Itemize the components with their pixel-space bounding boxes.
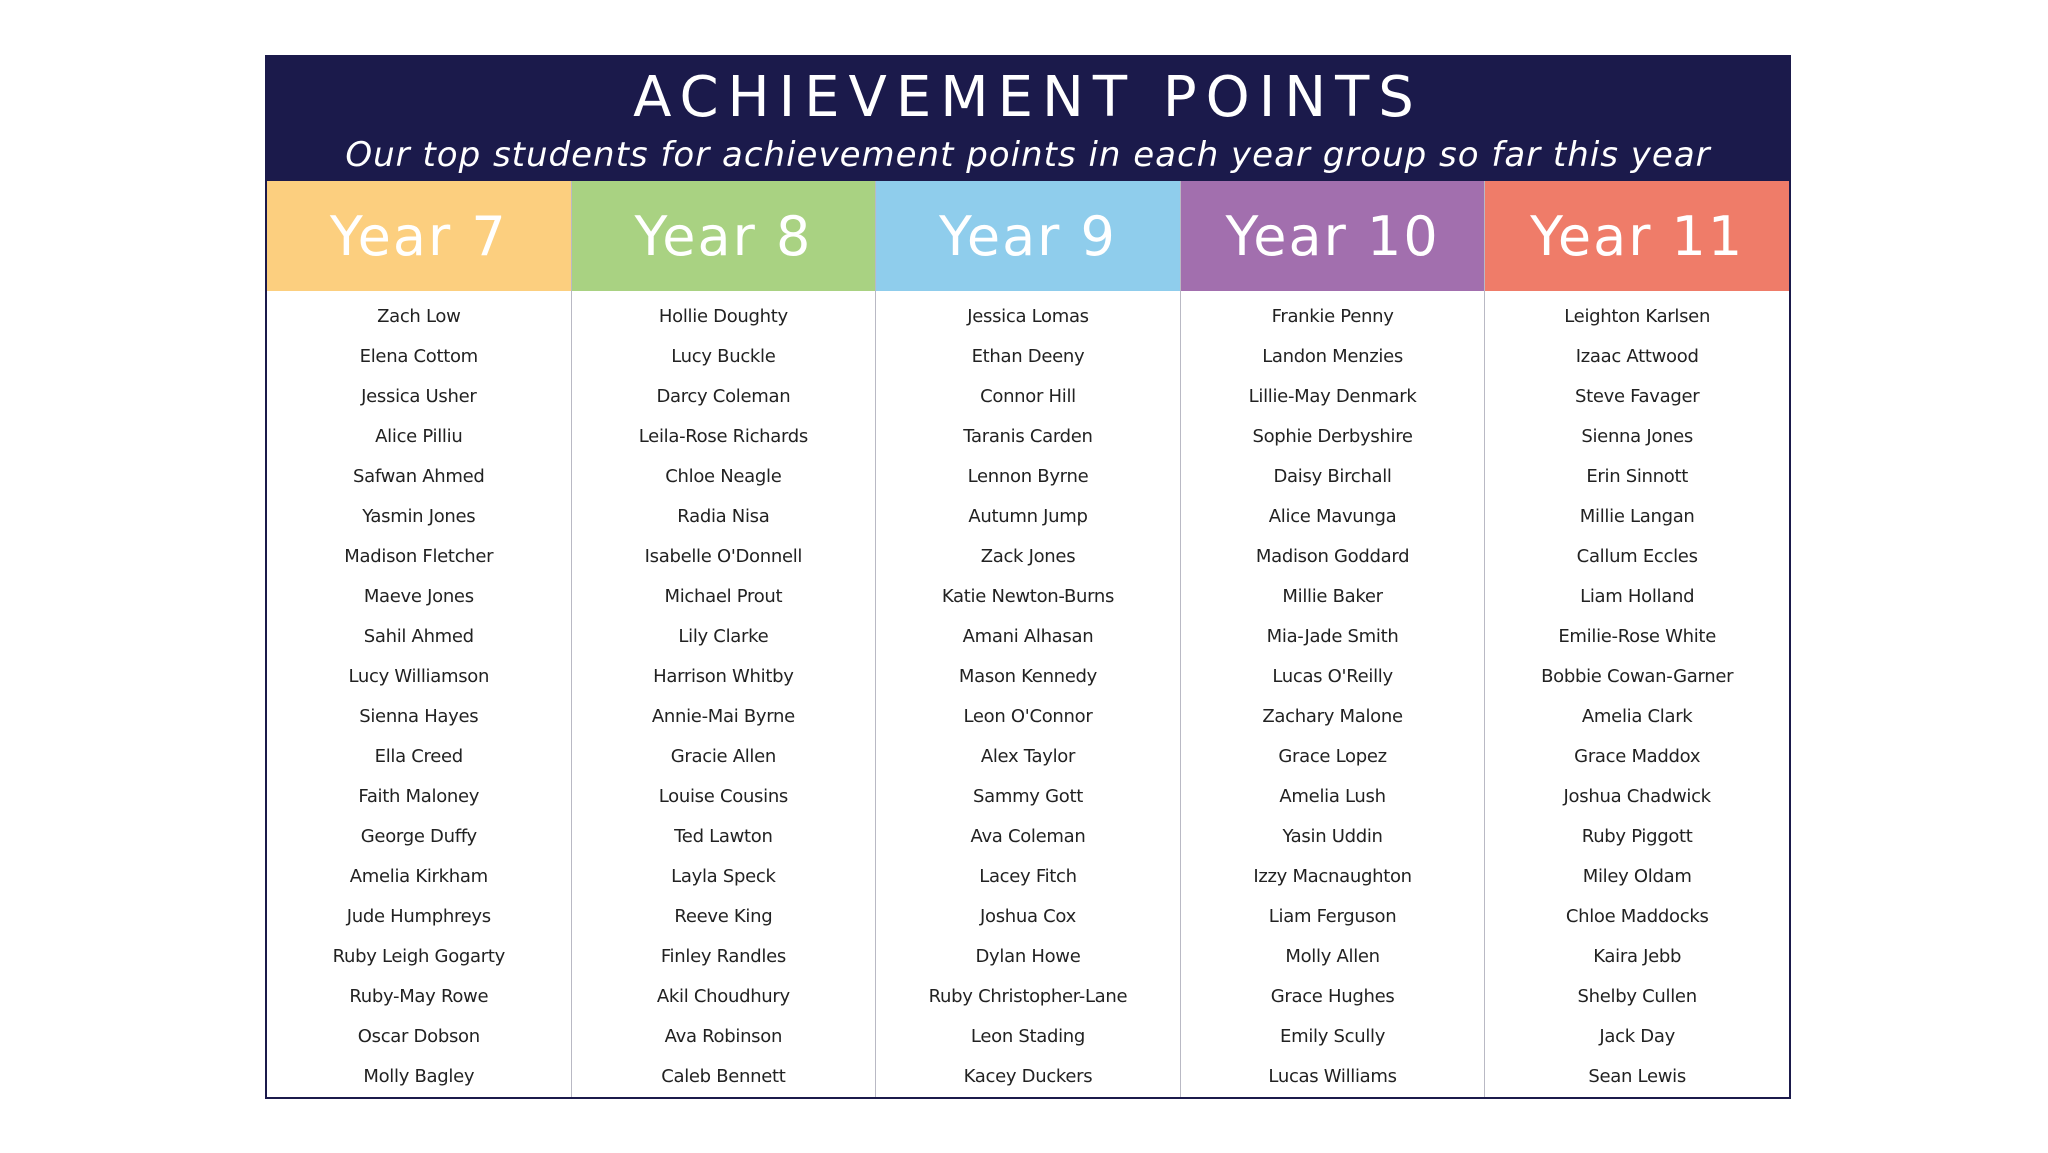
student-name: Liam Holland: [1580, 586, 1695, 607]
student-name: Amelia Lush: [1279, 786, 1386, 807]
student-name: Chloe Neagle: [665, 466, 782, 487]
student-name: Leighton Karlsen: [1564, 306, 1711, 327]
student-name: Lucas Williams: [1268, 1066, 1397, 1087]
student-name: Autumn Jump: [968, 506, 1088, 527]
student-name: Jessica Lomas: [967, 306, 1089, 327]
year-header: Year 8: [572, 181, 876, 291]
student-name: Alice Mavunga: [1268, 506, 1397, 527]
student-name: Lucy Williamson: [348, 666, 490, 687]
student-list: [876, 291, 1180, 1097]
student-name: Shelby Cullen: [1577, 986, 1697, 1007]
year-column: [876, 181, 1181, 1097]
student-name: Sean Lewis: [1588, 1066, 1686, 1087]
student-name: Leon Stading: [970, 1026, 1086, 1047]
student-name: George Duffy: [360, 826, 477, 847]
student-name: Zach Low: [377, 306, 461, 327]
page-subtitle: Our top students for achievement points in each year group so far this year: [345, 135, 1711, 175]
student-name: Jude Humphreys: [346, 906, 491, 927]
student-name: Lucy Buckle: [671, 346, 776, 367]
student-name: Lillie-May Denmark: [1248, 386, 1417, 407]
student-name: Dylan Howe: [975, 946, 1081, 967]
student-name: Landon Menzies: [1262, 346, 1403, 367]
year-column: [1485, 181, 1789, 1097]
student-name: Safwan Ahmed: [353, 466, 485, 487]
student-name: Harrison Whitby: [653, 666, 794, 687]
student-name: Michael Prout: [664, 586, 783, 607]
student-name: Madison Goddard: [1255, 546, 1410, 567]
student-name: Amelia Clark: [1581, 706, 1693, 727]
student-name: Lucas O'Reilly: [1272, 666, 1393, 687]
year-column: [1181, 181, 1486, 1097]
student-name: Hollie Doughty: [658, 306, 788, 327]
student-name: Erin Sinnott: [1586, 466, 1689, 487]
year-columns: [267, 181, 1789, 1097]
student-name: Millie Baker: [1282, 586, 1383, 607]
student-name: Taranis Carden: [963, 426, 1093, 447]
year-header: Year 7: [267, 181, 571, 291]
student-name: Isabelle O'Donnell: [644, 546, 803, 567]
student-name: Finley Randles: [660, 946, 786, 967]
student-name: Lennon Byrne: [967, 466, 1089, 487]
student-name: Annie-Mai Byrne: [651, 706, 795, 727]
year-column: [267, 181, 572, 1097]
student-name: Grace Maddox: [1574, 746, 1701, 767]
student-name: Sammy Gott: [972, 786, 1083, 807]
student-name: Sophie Derbyshire: [1252, 426, 1413, 447]
student-name: Reeve King: [674, 906, 773, 927]
student-list: [1485, 291, 1789, 1097]
student-name: Jessica Usher: [361, 386, 477, 407]
student-name: Bobbie Cowan-Garner: [1541, 666, 1734, 687]
student-name: Radia Nisa: [677, 506, 770, 527]
student-name: Louise Cousins: [658, 786, 789, 807]
student-name: Katie Newton-Burns: [941, 586, 1115, 607]
student-name: Molly Bagley: [363, 1066, 475, 1087]
student-name: Izzy Macnaughton: [1253, 866, 1412, 887]
student-name: Ruby Piggott: [1581, 826, 1693, 847]
student-name: Sienna Hayes: [359, 706, 479, 727]
student-list: [267, 291, 571, 1097]
year-header: Year 11: [1485, 181, 1789, 291]
student-name: Ella Creed: [374, 746, 463, 767]
student-name: Millie Langan: [1579, 506, 1695, 527]
student-name: Lily Clarke: [678, 626, 769, 647]
student-name: Yasin Uddin: [1282, 826, 1383, 847]
student-name: Alice Pilliu: [375, 426, 463, 447]
student-name: Amelia Kirkham: [349, 866, 488, 887]
student-name: Chloe Maddocks: [1565, 906, 1709, 927]
student-name: Frankie Penny: [1271, 306, 1394, 327]
student-name: Zachary Malone: [1262, 706, 1403, 727]
student-name: Ted Lawton: [674, 826, 773, 847]
student-name: Callum Eccles: [1576, 546, 1698, 567]
student-name: Kacey Duckers: [963, 1066, 1093, 1087]
student-name: Elena Cottom: [359, 346, 478, 367]
student-name: Ruby Leigh Gogarty: [332, 946, 505, 967]
student-name: Molly Allen: [1285, 946, 1380, 967]
student-name: Mason Kennedy: [958, 666, 1098, 687]
student-name: Gracie Allen: [670, 746, 777, 767]
student-name: Connor Hill: [980, 386, 1076, 407]
student-name: Maeve Jones: [363, 586, 474, 607]
student-name: Akil Choudhury: [656, 986, 790, 1007]
student-name: Amani Alhasan: [962, 626, 1094, 647]
student-name: Oscar Dobson: [357, 1026, 480, 1047]
student-name: Ava Robinson: [664, 1026, 783, 1047]
student-name: Emily Scully: [1280, 1026, 1386, 1047]
student-name: Leon O'Connor: [963, 706, 1093, 727]
student-name: Ava Coleman: [970, 826, 1086, 847]
student-name: Darcy Coleman: [656, 386, 791, 407]
student-name: Zack Jones: [980, 546, 1076, 567]
student-name: Ruby-May Rowe: [349, 986, 489, 1007]
year-header: Year 10: [1181, 181, 1485, 291]
student-list: [572, 291, 876, 1097]
student-name: Leila-Rose Richards: [638, 426, 808, 447]
student-name: Ruby Christopher-Lane: [928, 986, 1128, 1007]
student-name: Daisy Birchall: [1273, 466, 1392, 487]
student-name: Grace Lopez: [1278, 746, 1387, 767]
student-name: Sahil Ahmed: [363, 626, 474, 647]
student-name: Caleb Bennett: [661, 1066, 786, 1087]
student-name: Layla Speck: [671, 866, 776, 887]
student-name: Kaira Jebb: [1593, 946, 1682, 967]
student-name: Joshua Cox: [980, 906, 1076, 927]
student-name: Jack Day: [1599, 1026, 1675, 1047]
year-header: Year 9: [876, 181, 1180, 291]
achievement-board: [265, 55, 1791, 1099]
banner: [267, 57, 1789, 181]
student-name: Izaac Attwood: [1575, 346, 1699, 367]
student-name: Yasmin Jones: [362, 506, 476, 527]
student-name: Mia-Jade Smith: [1266, 626, 1399, 647]
student-name: Steve Favager: [1574, 386, 1700, 407]
student-name: Faith Maloney: [358, 786, 480, 807]
student-name: Grace Hughes: [1270, 986, 1395, 1007]
student-list: [1181, 291, 1485, 1097]
student-name: Sienna Jones: [1581, 426, 1693, 447]
page-title: ACHIEVEMENT POINTS: [633, 65, 1423, 130]
student-name: Emilie-Rose White: [1558, 626, 1716, 647]
student-name: Miley Oldam: [1582, 866, 1692, 887]
student-name: Lacey Fitch: [979, 866, 1077, 887]
year-column: [572, 181, 877, 1097]
student-name: Liam Ferguson: [1268, 906, 1397, 927]
student-name: Joshua Chadwick: [1563, 786, 1711, 807]
student-name: Alex Taylor: [980, 746, 1076, 767]
student-name: Ethan Deeny: [971, 346, 1085, 367]
student-name: Madison Fletcher: [344, 546, 494, 567]
